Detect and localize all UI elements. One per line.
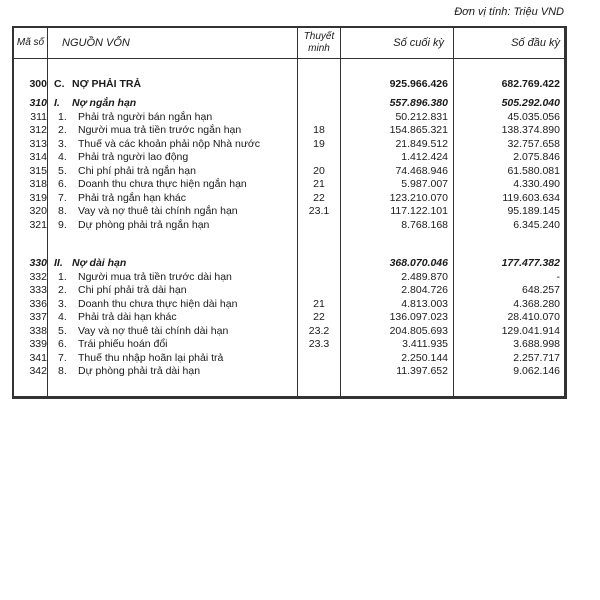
row-begin: 2.257.717 [513,351,560,364]
row-number: 2. [58,124,67,136]
row-code: 314 [29,151,47,163]
row-number: 5. [58,324,67,337]
row-begin: 6.345.240 [513,218,560,231]
row-begin: 505.292.040 [501,97,560,109]
row-code: 312 [29,124,47,136]
row-code: 342 [29,365,47,377]
row-code: 341 [29,351,47,364]
row-number: 3. [58,137,67,150]
row-begin: 177.477.382 [501,257,560,269]
header-code: Mã số [16,37,45,48]
row-number: 6. [58,178,67,190]
row-note: 21 [313,297,325,310]
row-end: 2.250.144 [401,351,448,364]
header-begin: Số đầu kỳ [511,37,560,49]
row-label: Phải trả người bán ngắn hạn [78,110,213,123]
table-row [14,219,564,231]
liabilities-table [12,26,567,399]
row-label: Nợ dài hạn [72,257,127,269]
row-end: 123.210.070 [389,191,448,204]
row-begin: 28.410.070 [507,311,560,323]
row-end: 74.468.946 [395,164,448,177]
row-end: 117.122.101 [390,205,448,217]
row-number: 2. [58,284,67,296]
row-code: 338 [29,324,47,337]
table-row [14,298,564,310]
row-begin: 119.603.634 [502,191,560,204]
row-code: 332 [29,270,47,283]
row-end: 11.397.652 [396,365,448,377]
table-row [14,205,564,217]
row-code: 313 [29,137,47,150]
row-code: 310 [29,97,47,109]
row-code: 319 [29,191,47,204]
row-label: Dự phòng phải trả dài hạn [78,365,201,377]
row-code: 339 [29,338,47,350]
section-row [14,257,564,269]
header-divider [14,58,564,59]
table-row [14,338,564,350]
row-note: 23.1 [308,205,330,217]
row-code: 300 [29,78,47,90]
row-note: 18 [313,124,325,136]
row-label: Người mua trả tiền trước dài hạn [78,270,232,283]
table-row [14,192,564,204]
header-source: NGUỒN VỐN [62,37,130,49]
row-number: 1. [58,270,67,283]
row-end: 557.896.380 [389,97,448,109]
row-end: 8.768.168 [401,218,448,231]
row-end: 2.804.726 [401,284,448,296]
row-label: Phải trả người lao động [78,151,189,163]
table-row [14,111,564,123]
row-end: 50.212.831 [395,110,448,123]
row-label: Chi phí phải trả dài hạn [78,284,187,296]
row-begin: - [556,270,560,283]
row-begin: 682.769.422 [501,78,560,90]
total-row [14,78,564,90]
table-row [14,138,564,150]
row-label: NỢ PHẢI TRẢ [72,78,142,90]
row-prefix: C. [54,78,65,90]
row-label: Người mua trả tiền trước ngắn hạn [78,124,242,136]
row-label: Vay và nợ thuê tài chính dài hạn [78,324,229,337]
row-prefix: II. [54,257,63,269]
row-begin: 2.075.846 [513,151,560,163]
row-end: 3.411.935 [402,338,448,350]
header-note: Thuyết minh [303,31,335,54]
row-code: 337 [29,311,47,323]
row-code: 311 [30,110,47,123]
row-end: 5.987.007 [401,178,448,190]
row-number: 1. [58,110,67,123]
table-row [14,124,564,136]
row-note: 23.3 [308,338,330,350]
row-code: 320 [29,205,47,217]
table-row [14,352,564,364]
row-label: Phải trả ngắn hạn khác [78,191,186,204]
table-row [14,165,564,177]
row-end: 4.813.003 [401,297,448,310]
table-row [14,151,564,163]
row-label: Phải trả dài hạn khác [78,311,177,323]
row-end: 136.097.023 [389,311,448,323]
row-end: 204.805.693 [389,324,448,337]
row-code: 315 [29,164,47,177]
row-label: Thuế và các khoản phải nộp Nhà nước [78,137,261,150]
row-end: 154.865.321 [389,124,448,136]
row-begin: 4.330.490 [513,178,560,190]
row-label: Chi phí phải trả ngắn hạn [78,164,196,177]
row-label: Vay và nợ thuê tài chính ngắn hạn [78,205,238,217]
row-begin: 61.580.081 [507,164,560,177]
row-begin: 32.757.658 [507,137,560,150]
row-number: 4. [58,311,67,323]
row-end: 1.412.424 [401,151,448,163]
row-code: 330 [29,257,47,269]
row-begin: 3.688.998 [513,338,560,350]
row-label: Doanh thu chưa thực hiện ngắn hạn [78,178,247,190]
table-row [14,311,564,323]
row-number: 7. [58,191,67,204]
row-number: 9. [58,218,67,231]
row-begin: 648.257 [522,284,560,296]
table-row [14,325,564,337]
row-label: Thuế thu nhập hoãn lại phải trả [78,351,224,364]
row-begin: 4.368.280 [513,297,560,310]
row-prefix: I. [54,97,60,109]
row-note: 19 [313,137,325,150]
row-begin: 138.374.890 [501,124,560,136]
row-note: 20 [313,164,325,177]
row-code: 333 [29,284,47,296]
row-number: 8. [58,365,67,377]
row-begin: 9.062.146 [513,365,560,377]
row-number: 7. [58,351,67,364]
row-note: 23.2 [308,324,330,337]
row-end: 368.070.046 [389,257,448,269]
row-number: 6. [58,338,67,350]
row-begin: 45.035.056 [507,110,560,123]
unit-label: Đơn vị tính: Triệu VND [454,6,564,18]
row-end: 21.849.512 [395,137,448,150]
table-row [14,284,564,296]
row-code: 318 [29,178,47,190]
row-label: Dự phòng phải trả ngắn hạn [78,218,210,231]
row-end: 2.489.870 [401,270,448,283]
row-begin: 95.189.145 [507,205,560,217]
row-begin: 129.041.914 [501,324,560,337]
row-label: Doanh thu chưa thực hiện dài hạn [78,297,238,310]
row-note: 22 [313,311,325,323]
row-number: 4. [58,151,67,163]
table-row [14,178,564,190]
row-note: 21 [313,178,325,190]
table-row [14,365,564,377]
row-number: 8. [58,205,67,217]
row-label: Trái phiếu hoán đổi [78,338,168,350]
row-note: 22 [313,191,325,204]
row-number: 3. [58,297,67,310]
table-row [14,271,564,283]
row-label: Nợ ngắn hạn [72,97,137,109]
row-number: 5. [58,164,67,177]
header-end: Số cuối kỳ [393,37,444,49]
row-end: 925.966.426 [389,78,448,90]
section-row [14,97,564,109]
row-code: 321 [29,218,47,231]
row-code: 336 [29,297,47,310]
